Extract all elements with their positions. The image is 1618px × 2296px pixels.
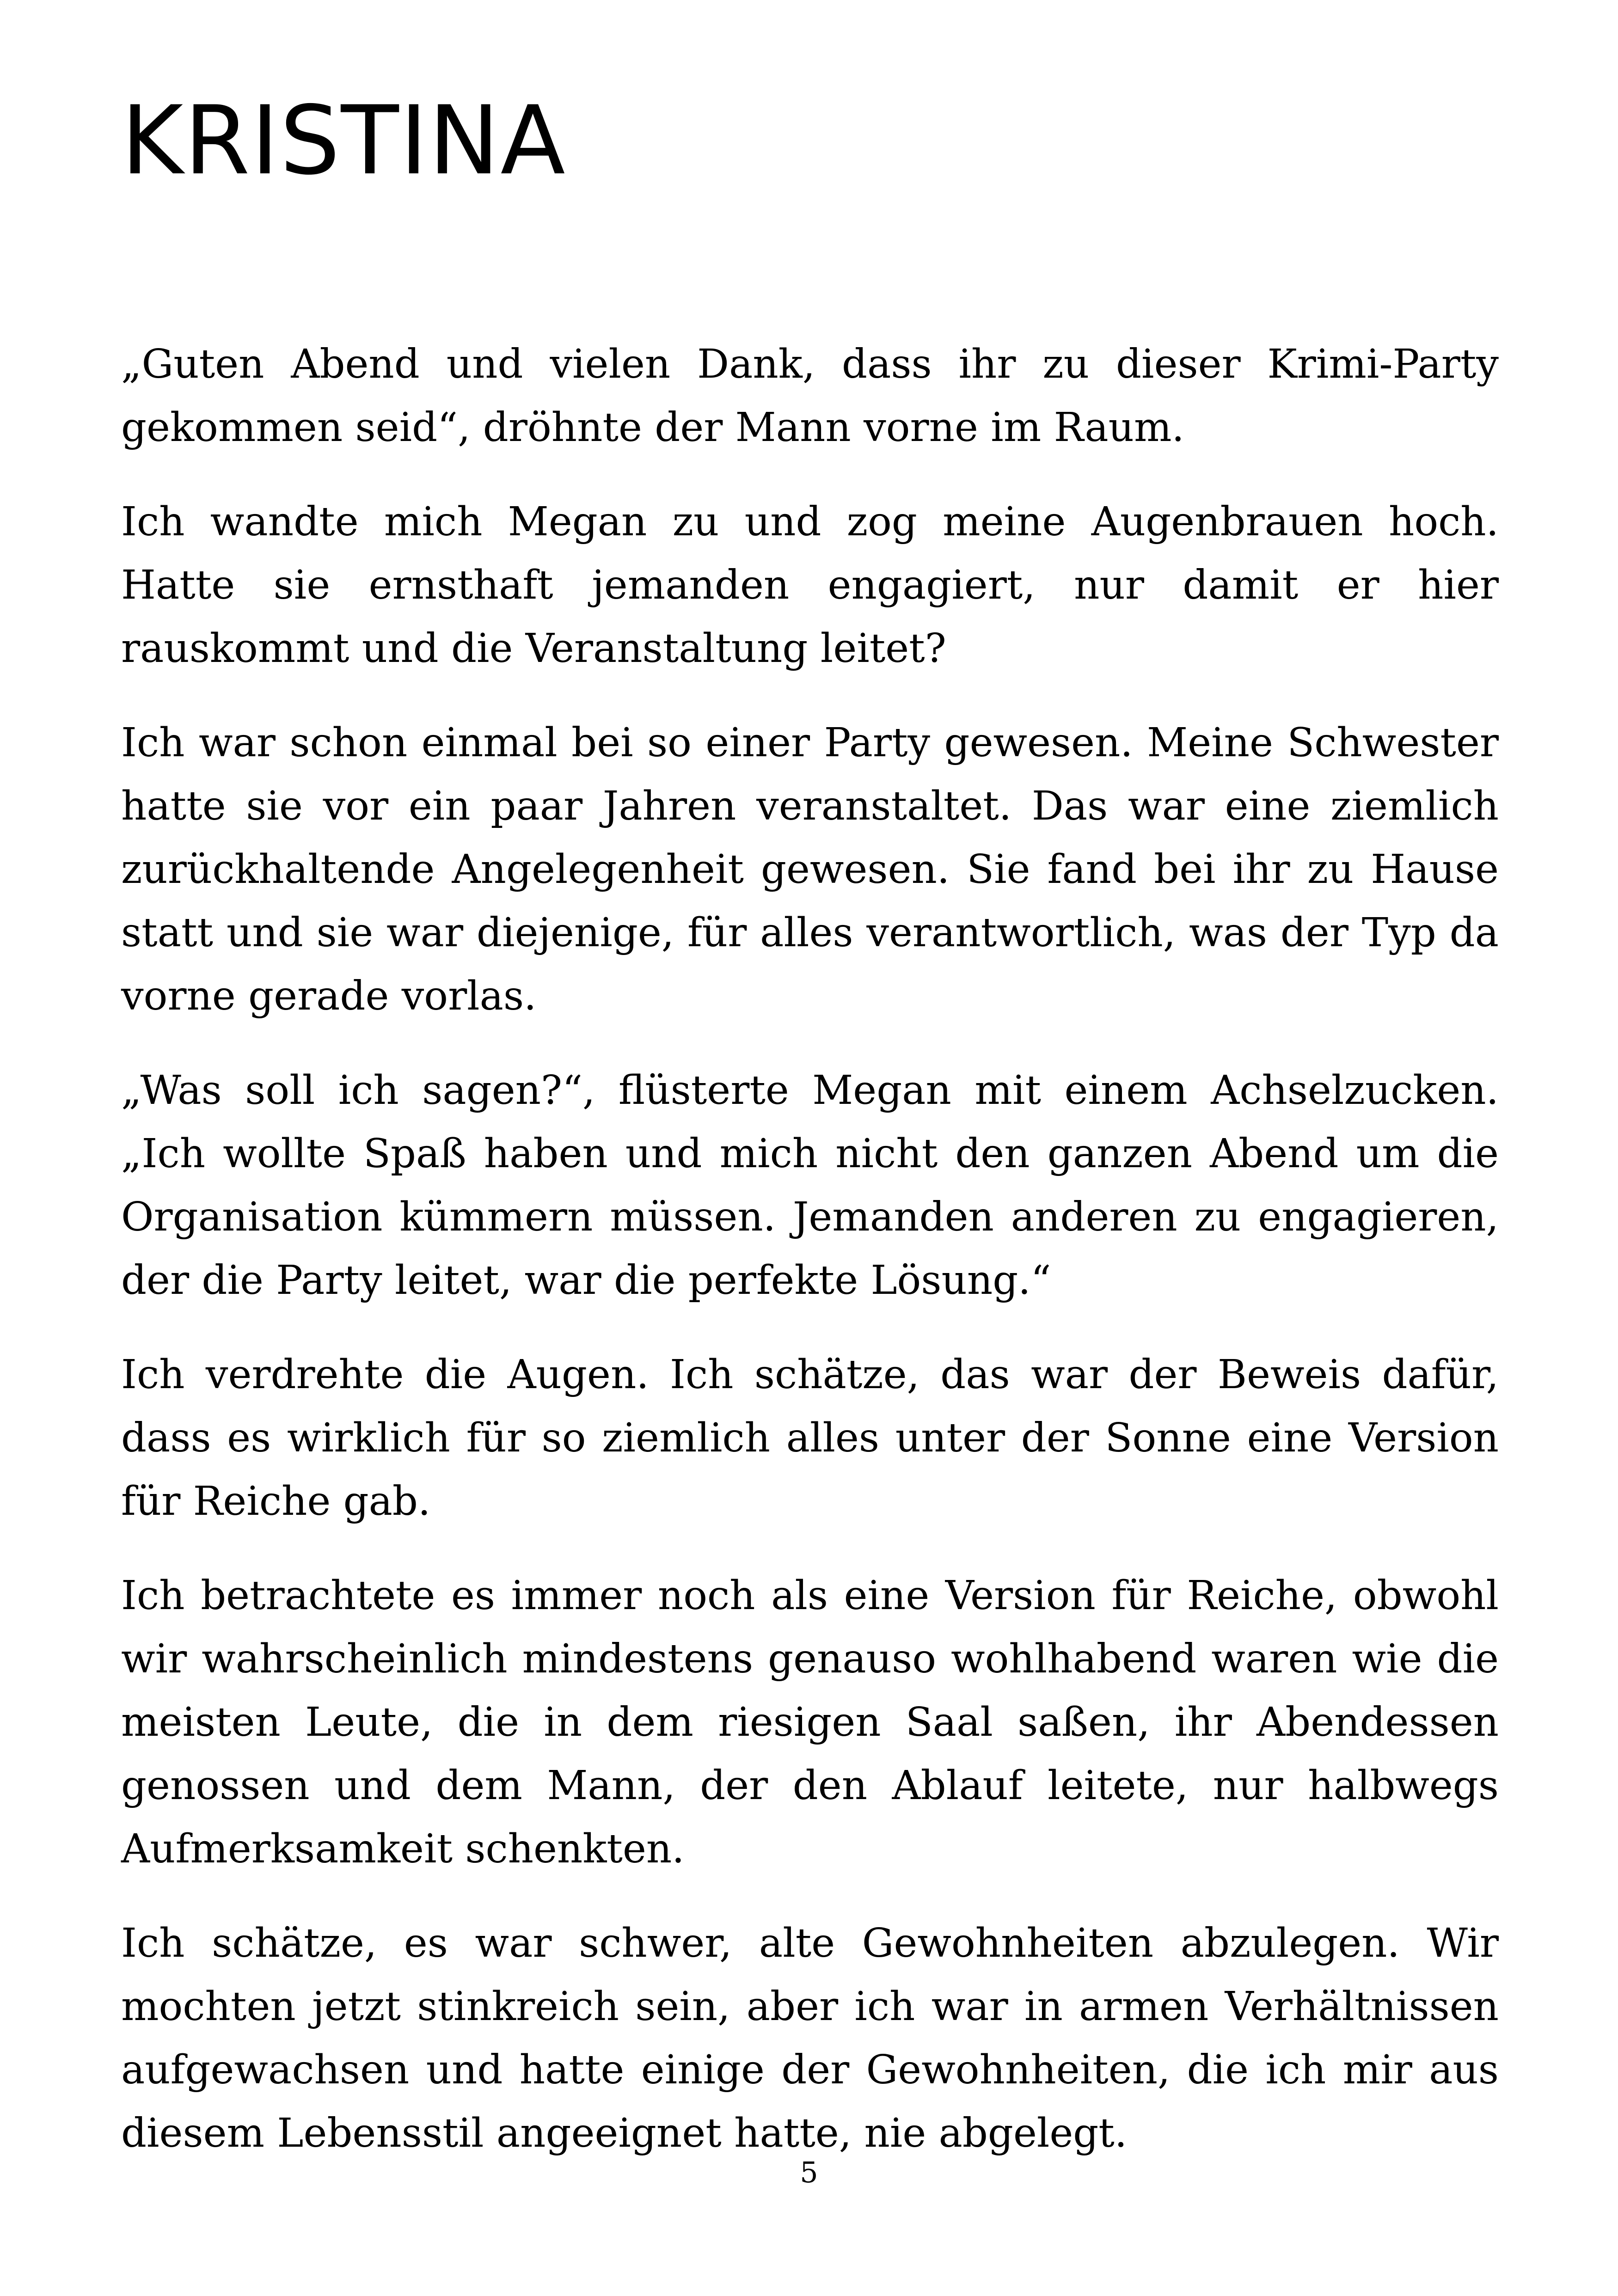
paragraph-2: Ich wandte mich Megan zu und zog meine Augenbrauen hoch. Hatte sie ernsthaft jemanden engagiert, nur damit er hier rauskommt und die Veranstaltung leitet? [121,499,1499,672]
paragraph-3: Ich war schon einmal bei so einer Party gewesen. Meine Schwester hatte sie vor ein paar Jahren veranstaltet. Das war eine ziemlich zurückhaltende Angelegenheit gewesen. Sie fand bei ihr zu Hause statt und sie war diejenige, für alles verantwortlich, was der Typ da vorne gerade vorlas. [121,720,1499,1019]
paragraph-1: „Guten Abend und vielen Dank, dass ihr zu dieser Krimi-Party gekommen seid“, dröhnte der Mann vorne im Raum. [121,341,1499,451]
paragraph-6: Ich betrachtete es immer noch als eine Version für Reiche, obwohl wir wahrscheinlich mindestens genauso wohlhabend waren wie die meisten Leute, die in dem riesigen Saal saßen, ihr Abendessen genossen und dem Mann, der den Ablauf leitete, nur halbwegs Aufmerksamkeit schenkten. [121,1573,1499,1872]
paragraph-4: „Was soll ich sagen?“, flüsterte Megan mit einem Achselzucken. „Ich wollte Spaß haben und mich nicht den ganzen Abend um die Organisation kümmern müssen. Jemanden anderen zu engagieren, der die Party leitet, war die perfekte Lösung.“ [121,1067,1499,1304]
chapter-title: KRISTINA [121,86,566,196]
page-number: 5 [800,2155,818,2189]
paragraph-7: Ich schätze, es war schwer, alte Gewohnheiten abzulegen. Wir mochten jetzt stinkreich sein, aber ich war in armen Verhältnissen aufgewachsen und hatte einige der Gewohnheiten, die ich mir aus diesem Lebensstil angeeignet hatte, nie abgelegt. [121,1920,1499,2156]
paragraph-5: Ich verdrehte die Augen. Ich schätze, das war der Beweis dafür, dass es wirklich für so ziemlich alles unter der Sonne eine Version für Reiche gab. [121,1352,1499,1525]
chapter-body [121,333,1499,2196]
